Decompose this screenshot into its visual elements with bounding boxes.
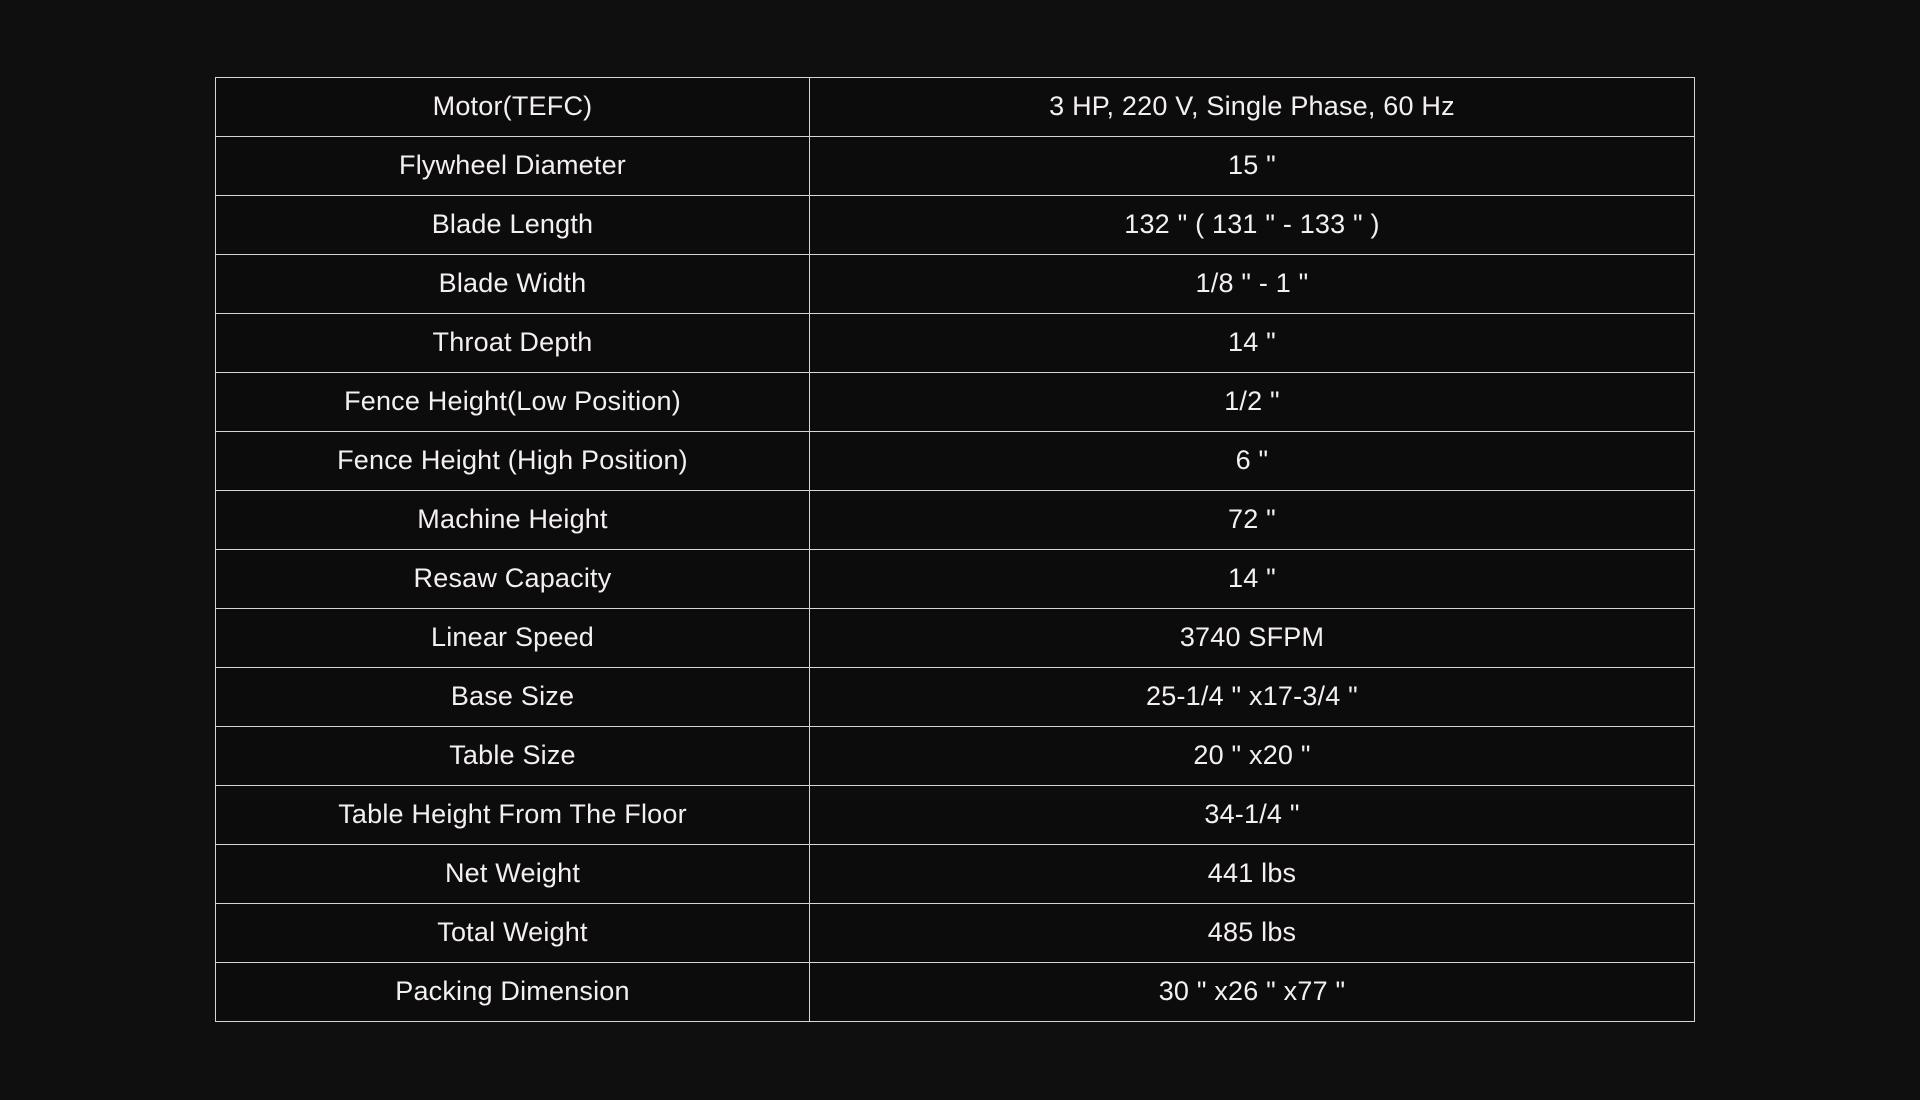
spec-label: Motor(TEFC) xyxy=(216,78,810,137)
table-row xyxy=(216,314,1695,373)
spec-value: 1/8 " - 1 " xyxy=(810,255,1695,314)
table-row xyxy=(216,963,1695,1022)
spec-value: 30 " x26 " x77 " xyxy=(810,963,1695,1022)
table-row xyxy=(216,491,1695,550)
table-row xyxy=(216,432,1695,491)
spec-label: Machine Height xyxy=(216,491,810,550)
table-row xyxy=(216,196,1695,255)
spec-value: 6 " xyxy=(810,432,1695,491)
spec-label: Net Weight xyxy=(216,845,810,904)
spec-label: Flywheel Diameter xyxy=(216,137,810,196)
spec-label: Total Weight xyxy=(216,904,810,963)
spec-label: Base Size xyxy=(216,668,810,727)
table-body xyxy=(216,78,1695,1022)
spec-label: Throat Depth xyxy=(216,314,810,373)
spec-value: 1/2 " xyxy=(810,373,1695,432)
spec-label: Table Size xyxy=(216,727,810,786)
table-row xyxy=(216,255,1695,314)
spec-label: Table Height From The Floor xyxy=(216,786,810,845)
spec-label: Blade Length xyxy=(216,196,810,255)
specification-table xyxy=(215,77,1695,1022)
spec-table-container xyxy=(215,77,1652,1022)
table-row xyxy=(216,137,1695,196)
spec-value: 25-1/4 " x17-3/4 " xyxy=(810,668,1695,727)
spec-value: 72 " xyxy=(810,491,1695,550)
spec-value: 34-1/4 " xyxy=(810,786,1695,845)
spec-label: Linear Speed xyxy=(216,609,810,668)
spec-value: 3 HP, 220 V, Single Phase, 60 Hz xyxy=(810,78,1695,137)
table-row xyxy=(216,668,1695,727)
table-row xyxy=(216,845,1695,904)
spec-value: 20 " x20 " xyxy=(810,727,1695,786)
spec-label: Blade Width xyxy=(216,255,810,314)
table-row xyxy=(216,727,1695,786)
spec-label: Fence Height (High Position) xyxy=(216,432,810,491)
spec-value: 14 " xyxy=(810,314,1695,373)
spec-label: Fence Height(Low Position) xyxy=(216,373,810,432)
table-row xyxy=(216,78,1695,137)
spec-value: 14 " xyxy=(810,550,1695,609)
table-row xyxy=(216,786,1695,845)
spec-value: 485 lbs xyxy=(810,904,1695,963)
spec-value: 132 " ( 131 " - 133 " ) xyxy=(810,196,1695,255)
spec-label: Packing Dimension xyxy=(216,963,810,1022)
spec-value: 441 lbs xyxy=(810,845,1695,904)
table-row xyxy=(216,550,1695,609)
spec-label: Resaw Capacity xyxy=(216,550,810,609)
table-row xyxy=(216,609,1695,668)
spec-value: 3740 SFPM xyxy=(810,609,1695,668)
table-row xyxy=(216,904,1695,963)
spec-value: 15 " xyxy=(810,137,1695,196)
table-row xyxy=(216,373,1695,432)
